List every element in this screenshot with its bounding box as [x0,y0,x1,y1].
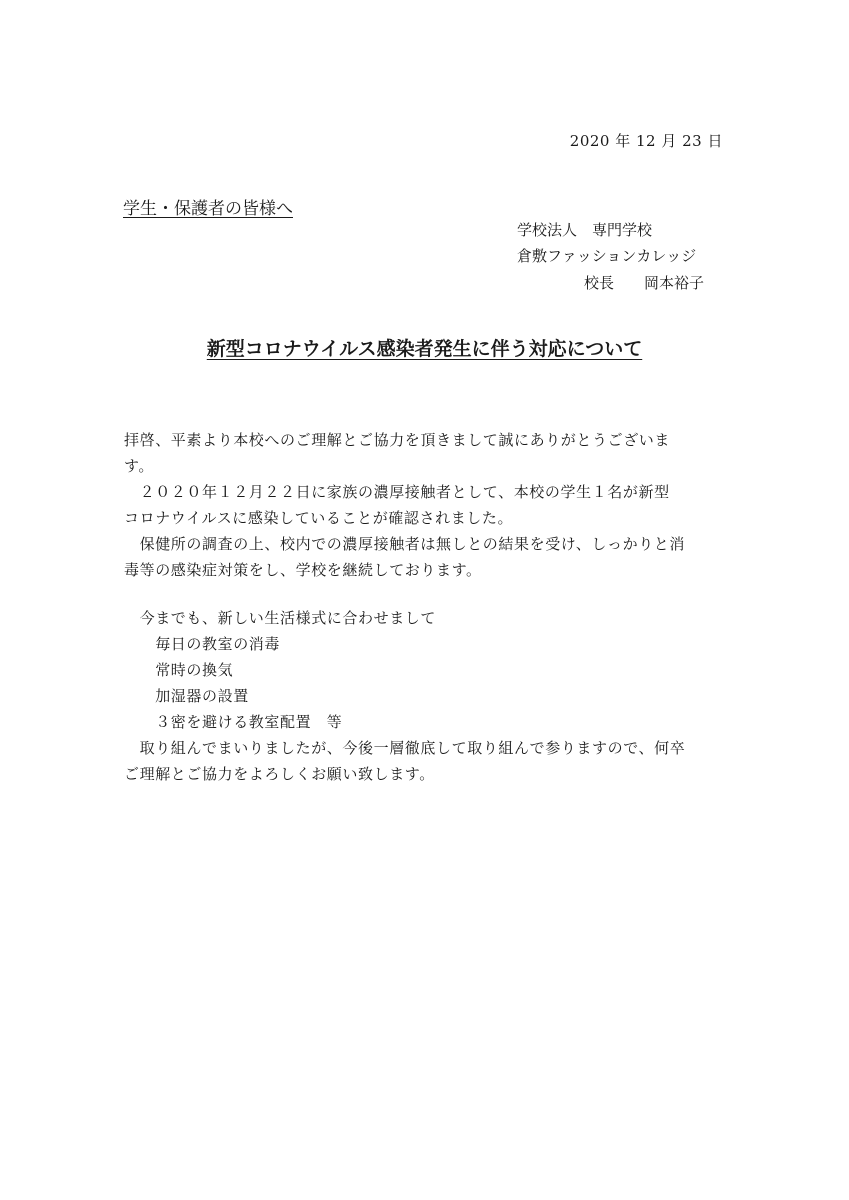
measure-item: 加湿器の設置 [124,687,249,705]
measure-item: 毎日の教室の消毒 [124,635,281,653]
body-line: コロナウイルスに感染していることが確認されました。 [124,509,514,527]
measure-item: 常時の換気 [124,661,234,679]
sender-school-name: 倉敷ファッションカレッジ [517,247,697,265]
sender-organization: 学校法人 専門学校 [517,221,653,239]
body-line: 取り組んでまいりましたが、今後一層徹底して取り組んで参りますので、何卒 [124,739,686,757]
body-line: す。 [124,457,155,475]
letter-date: 2020 年 12 月 23 日 [569,132,723,150]
measure-item: ３密を避ける教室配置 等 [124,713,343,731]
recipient-line: 学生・保護者の皆様へ [123,199,293,219]
body-line: ２０２０年１２月２２日に家族の濃厚接触者として、本校の学生１名が新型 [124,483,670,501]
sender-principal: 校長 岡本裕子 [584,274,705,292]
body-line: ご理解とご協力をよろしくお願い致します。 [124,765,435,783]
body-line: 毒等の感染症対策をし、学校を継続しております。 [124,561,482,579]
letter-title: 新型コロナウイルス感染者発生に伴う対応について [206,338,643,360]
body-line: 保健所の調査の上、校内での濃厚接触者は無しとの結果を受け、しっかりと消 [124,535,686,553]
body-line: 拝啓、平素より本校へのご理解とご協力を頂きまして誠にありがとうございま [124,431,671,449]
body-line: 今までも、新しい生活様式に合わせまして [124,609,437,627]
